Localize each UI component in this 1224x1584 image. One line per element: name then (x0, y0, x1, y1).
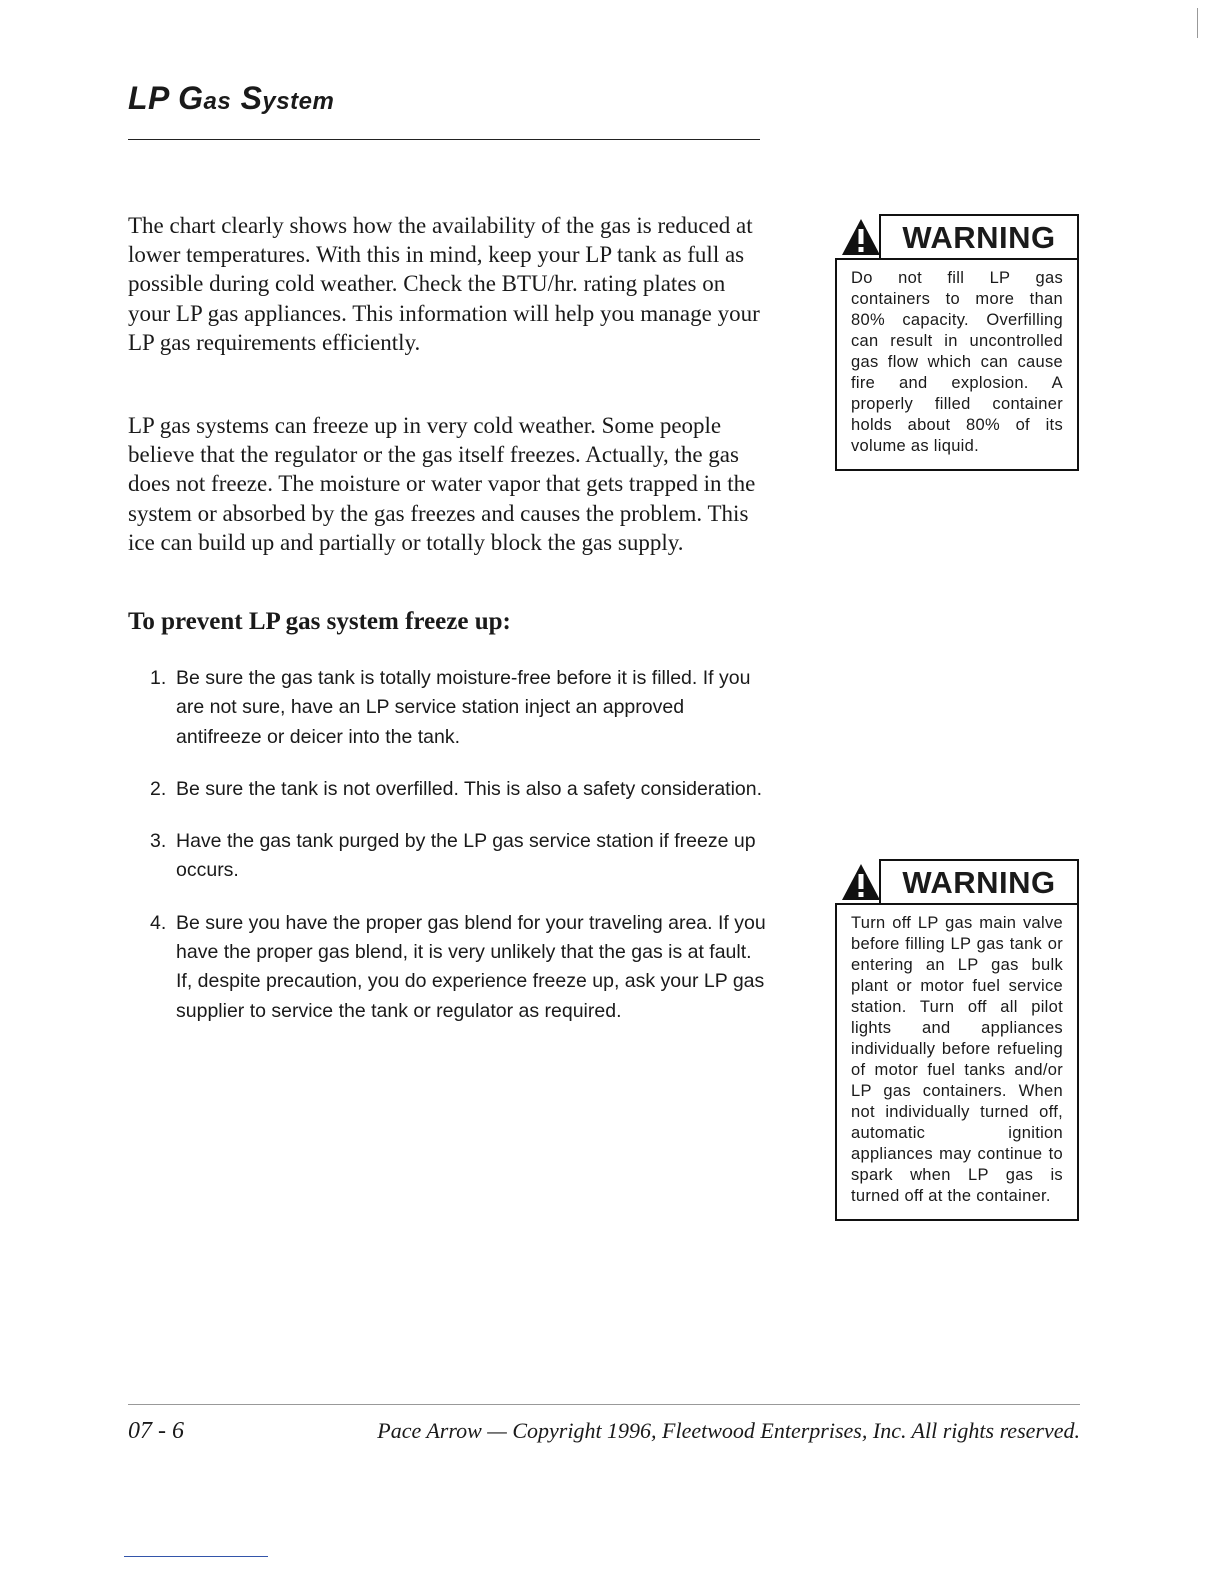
freeze-paragraph: LP gas systems can freeze up in very cold weather. Some people believe that the regulator or the gas itself freezes. Actually, the gas does not freeze. The moisture or water vapor that gets trapped in the system or absorbed by the gas freezes and causes the problem. This ice can build up and partially or totally block the gas supply. (128, 413, 756, 555)
warning-header (835, 214, 1079, 258)
scan-bottom-line (124, 1556, 268, 1557)
step-number: 3. (150, 830, 167, 853)
warning-title: WARNING (879, 214, 1079, 258)
title-part: S (240, 80, 263, 116)
title-divider (128, 139, 760, 140)
footer-divider (128, 1404, 1080, 1405)
copyright-notice: Pace Arrow — Copyright 1996, Fleetwood Enterprises, Inc. All rights reserved. (377, 1418, 1080, 1443)
warning-triangle-icon (841, 218, 881, 256)
scan-corner-mark (1197, 8, 1212, 38)
list-item (150, 827, 770, 886)
warning-text: Do not fill LP gas containers to more than 80% capacity. Overfilling can result in uncontrolled gas flow which can cause fire and explosion. A properly filled container holds about 80% of its volume as liquid. (835, 258, 1079, 471)
warning-triangle-icon (841, 863, 881, 901)
title-part: as (203, 88, 232, 115)
title-part: ystem (262, 88, 335, 115)
title-part: G (178, 80, 204, 116)
list-item (150, 775, 770, 804)
warning-header (835, 859, 1079, 903)
warning-text: Turn off LP gas main valve before filling LP gas tank or entering an LP gas bulk plant or motor fuel service station. Turn off all pilot lights and appliances individually before refueling of motor fuel tanks and/or LP gas containers. When not individually turned off, automatic ignition appliances may continue to spark when LP gas is turned off at the container. (835, 903, 1079, 1221)
warning-box-main-valve (835, 859, 1079, 1221)
warning-box-overfill (835, 214, 1079, 471)
step-number: 1. (150, 667, 167, 689)
page-number: 07 - 6 (128, 1418, 184, 1444)
section-subheading: To prevent LP gas system freeze up: (128, 608, 511, 635)
step-text: Be sure the tank is not overfilled. This is also a safety consideration. (176, 777, 763, 800)
list-item (150, 664, 770, 752)
intro-paragraph: The chart clearly shows how the availability of the gas is reduced at lower temperatures. With this in mind, keep your LP tank as full as possible during cold weather. Check the BTU/hr. rating plates on your LP gas appliances. This information will help you manage your LP gas requirements efficiently. (128, 213, 760, 355)
step-number: 2. (150, 777, 167, 800)
step-text: Be sure the gas tank is totally moisture-free before it is filled. If you are not sure, have an LP service station inject an approved antifreeze or deicer into the tank. (176, 667, 751, 748)
step-number: 4. (150, 911, 167, 934)
step-text: Be sure you have the proper gas blend for your traveling area. If you have the proper gas blend, it is very unlikely that the gas is at fault. If, despite precaution, you do experience freeze up, ask your LP gas supplier to service the tank or regulator as required. (176, 911, 766, 1022)
warning-title: WARNING (879, 859, 1079, 903)
title-part: LP (128, 80, 169, 116)
list-item (150, 909, 770, 1026)
prevention-steps-list (150, 664, 770, 1049)
page-title (128, 80, 334, 117)
step-text: Have the gas tank purged by the LP gas service station if freeze up occurs. (176, 830, 756, 882)
